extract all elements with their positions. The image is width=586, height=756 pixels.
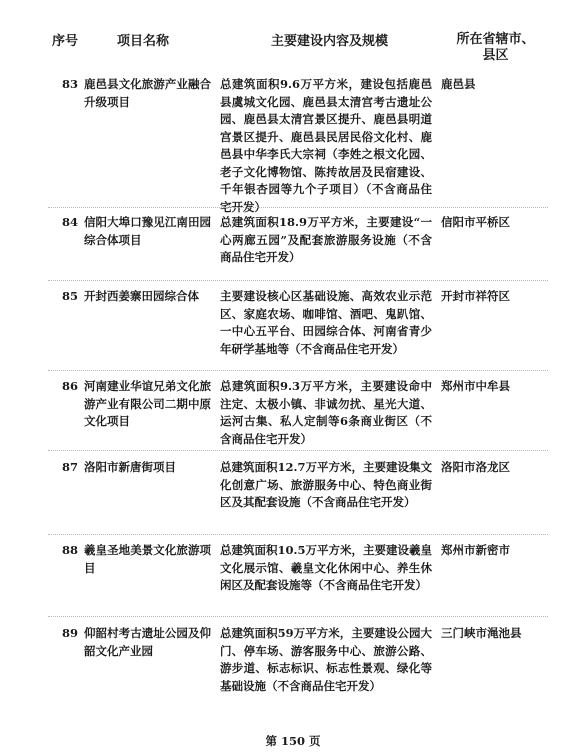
header-serial-number: 序号 xyxy=(52,34,79,49)
row-number: 83 xyxy=(62,77,79,91)
project-content: 总建筑面积18.9万平方米，主要建设“一心两廊五园”及配套旅游服务设施（不含商品住宅开发） xyxy=(220,215,432,264)
project-name: 河南建业华谊兄弟文化旅游产业有限公司二期中原文化项目 xyxy=(84,379,211,428)
header-location-line1: 所在省辖市、 xyxy=(456,32,535,47)
project-name: 信阳大埠口豫见江南田园综合体项目 xyxy=(84,215,211,247)
row-number: 86 xyxy=(62,379,79,393)
project-content: 主要建设核心区基础设施、高效农业示范区、家庭农场、咖啡馆、酒吧、鬼趴馆、一中心五平台、田园综合体、河南省青少年研学基地等（不含商品住宅开发） xyxy=(220,289,432,356)
row-number: 88 xyxy=(62,543,79,557)
row-number: 89 xyxy=(62,626,79,640)
row-divider xyxy=(48,534,548,535)
project-name: 鹿邑县文化旅游产业融合升级项目 xyxy=(84,77,211,109)
project-location: 开封市祥符区 xyxy=(441,289,510,303)
project-location: 郑州市中牟县 xyxy=(441,379,510,393)
header-location-line2: 县区 xyxy=(482,48,509,63)
project-name: 洛阳市新唐街项目 xyxy=(84,460,176,474)
row-divider xyxy=(48,280,548,281)
row-number: 84 xyxy=(62,215,79,229)
project-location: 鹿邑县 xyxy=(441,77,476,91)
project-name: 开封西姜寨田园综合体 xyxy=(84,289,199,303)
project-content: 总建筑面积9.3万平方米，主要建设命中注定、太极小镇、非诚勿扰、星光大道、运河古集、私人定制等6条商业街区（不含商品住宅开发） xyxy=(220,379,432,446)
row-divider xyxy=(48,616,548,617)
project-content: 总建筑面积10.5万平方米，主要建设羲皇文化展示馆、羲皇文化休闲中心、养生休闲区及配套设施等（不含商品住宅开发） xyxy=(220,543,433,592)
row-number: 87 xyxy=(62,460,79,474)
project-content: 总建筑面积9.6万平方米，建设包括鹿邑县虞城文化园、鹿邑县太清宫考古遗址公园、鹿邑县太清宫景区提升、鹿邑县明道宫景区提升、鹿邑县民居民俗文化村、鹿邑县中华李氏大宗祠（李姓之根文化园、老子文化博物馆、陈抟故居及民宿建设、千年银杏园等九个子项目）（不含商品住宅开发） xyxy=(220,77,432,214)
row-divider xyxy=(48,207,548,208)
project-name: 羲皇圣地美景文化旅游项目 xyxy=(84,543,211,575)
project-location: 郑州市新密市 xyxy=(441,543,510,557)
header-project-name: 项目名称 xyxy=(117,34,170,49)
project-location: 信阳市平桥区 xyxy=(441,215,510,229)
project-content: 总建筑面积59万平方米，主要建设公园大门、停车场、游客服务中心、旅游公路、游步道、标志标识、标志性景观、绿化等基础设施（不含商品住宅开发） xyxy=(220,626,432,693)
project-name: 仰韶村考古遗址公园及仰韶文化产业园 xyxy=(84,626,211,658)
page-number: 第 150 页 xyxy=(265,734,321,748)
row-number: 85 xyxy=(62,289,79,303)
project-location: 三门峡市渑池县 xyxy=(441,626,522,640)
row-divider xyxy=(48,370,548,371)
header-location xyxy=(448,32,543,64)
project-content: 总建筑面积12.7万平方米，主要建设集文化创意广场、旅游服务中心、特色商业街区及其配套设施（不含商品住宅开发） xyxy=(220,460,433,509)
project-location: 洛阳市洛龙区 xyxy=(441,460,510,474)
header-construction-content: 主要建设内容及规模 xyxy=(271,34,389,49)
row-divider xyxy=(48,450,548,451)
